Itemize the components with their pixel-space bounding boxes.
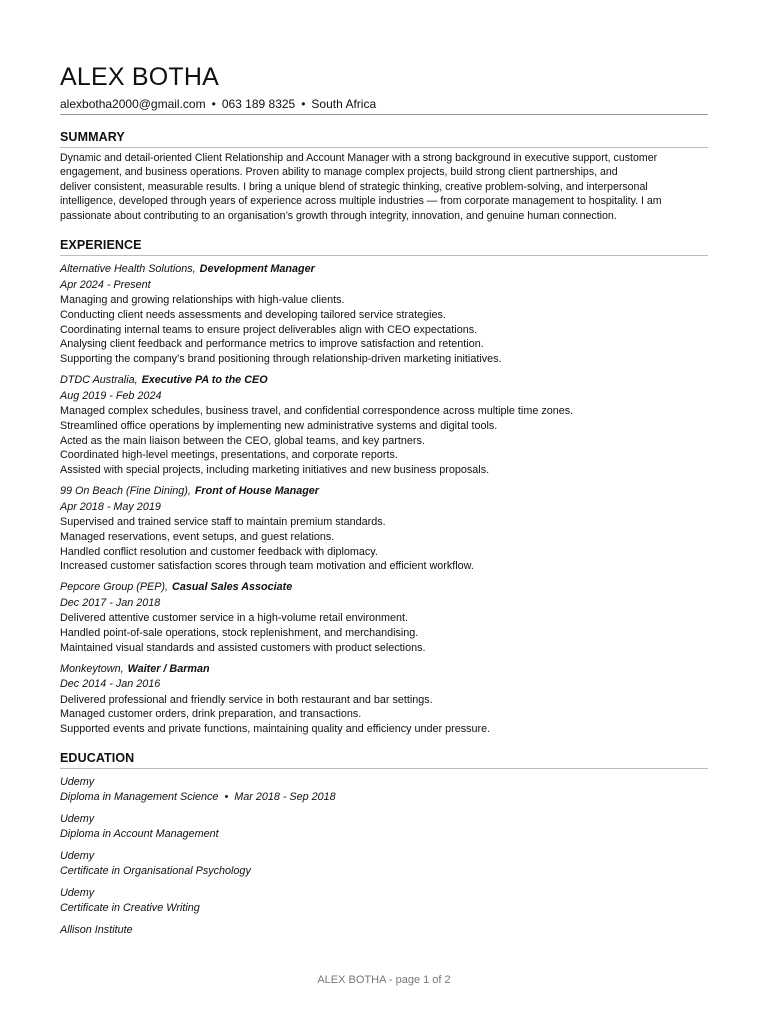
institution-name: Udemy <box>60 775 95 788</box>
institution-name: Udemy <box>60 812 95 825</box>
email-text: alexbotha2000@gmail.com <box>60 97 206 111</box>
course-name: Diploma in Management Science <box>60 791 219 804</box>
education-entry <box>60 775 708 806</box>
job-header <box>60 580 708 596</box>
job-duty: Supported events and private functions, maintaining quality and efficiency under pressure. <box>60 723 491 736</box>
summary-line: engagement, and business operations. Proven ability to manage complex projects, build strong client partnerships, and <box>60 166 618 179</box>
institution-name: Udemy <box>60 849 95 862</box>
contact-line <box>60 97 708 115</box>
job-header <box>60 662 708 678</box>
job-duty: Conducting client needs assessments and developing tailored service strategies. <box>60 308 446 321</box>
job-duty: Supervised and trained service staff to maintain premium standards. <box>60 516 386 528</box>
job-entry <box>60 580 708 655</box>
company-name: Pepcore Group (PEP), <box>60 581 169 594</box>
company-name: DTDC Australia, <box>60 374 138 387</box>
job-duty: Coordinated high-level meetings, presentations, and corporate reports. <box>60 449 398 462</box>
job-duty: Handled conflict resolution and customer feedback with diplomacy. <box>60 545 378 558</box>
phone-text: 063 189 8325 <box>221 97 296 111</box>
candidate-name: ALEX BOTHA <box>60 63 219 91</box>
separator: • <box>301 97 306 111</box>
education-entry <box>60 849 708 880</box>
summary-line: intelligence, developed through years of experience across multiple industries — from corporate management to hospitality. I am <box>60 195 662 208</box>
course-name: Certificate in Organisational Psychology <box>60 865 251 878</box>
job-duty: Handled point-of-sale operations, stock replenishment, and merchandising. <box>60 626 419 639</box>
job-entry <box>60 484 708 574</box>
job-duty: Acted as the main liaison between the CEO, global teams, and key partners. <box>60 434 425 447</box>
course-line <box>60 827 708 843</box>
job-dates: Apr 2018 - May 2019 <box>60 500 161 513</box>
separator: • <box>211 97 216 111</box>
job-role: Casual Sales Associate <box>172 581 293 594</box>
job-dates: Dec 2017 - Jan 2018 <box>60 596 161 609</box>
summary-text <box>60 151 708 223</box>
job-duty: Streamlined office operations by implementing new administrative systems and digital tools. <box>60 419 498 432</box>
company-name: 99 On Beach (Fine Dining), <box>60 485 191 497</box>
institution-name: Allison Institute <box>60 923 133 936</box>
company-name: Alternative Health Solutions, <box>60 263 196 276</box>
education-entry <box>60 886 708 917</box>
job-header <box>60 484 708 500</box>
course-line <box>60 790 708 806</box>
job-role: Executive PA to the CEO <box>141 374 268 387</box>
experience-heading: EXPERIENCE <box>60 238 708 256</box>
job-duty: Increased customer satisfaction scores through team motivation and efficient workflow. <box>60 560 474 573</box>
education-entry <box>60 812 708 843</box>
job-duty: Managing and growing relationships with high-value clients. <box>60 294 345 307</box>
job-entry <box>60 262 708 367</box>
course-name: Diploma in Account Management <box>60 828 219 841</box>
course-name: Certificate in Creative Writing <box>60 902 200 915</box>
job-dates: Dec 2014 - Jan 2016 <box>60 678 161 691</box>
education-list <box>60 775 708 939</box>
job-duty: Managed customer orders, drink preparation, and transactions. <box>60 708 362 721</box>
job-duty: Coordinating internal teams to ensure project deliverables align with CEO expectations. <box>60 323 478 336</box>
job-dates: Aug 2019 - Feb 2024 <box>60 389 162 402</box>
resume-page <box>60 62 708 938</box>
job-entry <box>60 373 708 478</box>
course-line <box>60 864 708 880</box>
job-role: Development Manager <box>199 263 315 276</box>
job-role: Front of House Manager <box>194 485 319 497</box>
job-duty: Managed reservations, event setups, and guest relations. <box>60 530 335 543</box>
job-entry <box>60 662 708 737</box>
job-dates: Apr 2024 - Present <box>60 278 151 291</box>
job-duty: Managed complex schedules, business travel, and confidential correspondence across multiple time zones. <box>60 405 574 418</box>
education-entry <box>60 923 708 939</box>
education-heading: EDUCATION <box>60 751 708 769</box>
job-duty: Analysing client feedback and performance metrics to improve satisfaction and retention. <box>60 338 484 351</box>
summary-heading: SUMMARY <box>60 130 708 148</box>
job-duty: Delivered attentive customer service in a high-volume retail environment. <box>60 612 409 625</box>
experience-list <box>60 262 708 737</box>
job-duty: Assisted with special projects, including marketing initiatives and new business proposals. <box>60 464 490 477</box>
job-header <box>60 262 708 278</box>
course-line <box>60 901 708 917</box>
separator: • <box>224 791 229 804</box>
company-name: Monkeytown, <box>60 662 124 675</box>
job-header <box>60 373 708 389</box>
job-duty: Supporting the company’s brand positioning through relationship-driven marketing initiatives. <box>60 353 502 366</box>
page-footer: ALEX BOTHA - page 1 of 2 <box>317 974 451 986</box>
job-duty: Delivered professional and friendly service in both restaurant and bar settings. <box>60 693 433 706</box>
course-dates: Mar 2018 - Sep 2018 <box>234 791 336 804</box>
location-text: South Africa <box>311 97 377 111</box>
job-duty: Maintained visual standards and assisted customers with product selections. <box>60 641 426 654</box>
job-role: Waiter / Barman <box>127 662 210 675</box>
summary-line: Dynamic and detail-oriented Client Relationship and Account Manager with a strong background in executive support, customer <box>60 152 658 164</box>
summary-line: passionate about contributing to an organisation’s growth through integrity, innovation, and genuine human connection. <box>60 209 617 222</box>
institution-name: Udemy <box>60 886 95 899</box>
summary-line: deliver consistent, measurable results. I bring a unique blend of strategic thinking, creative problem-solving, and interpersonal <box>60 180 648 193</box>
